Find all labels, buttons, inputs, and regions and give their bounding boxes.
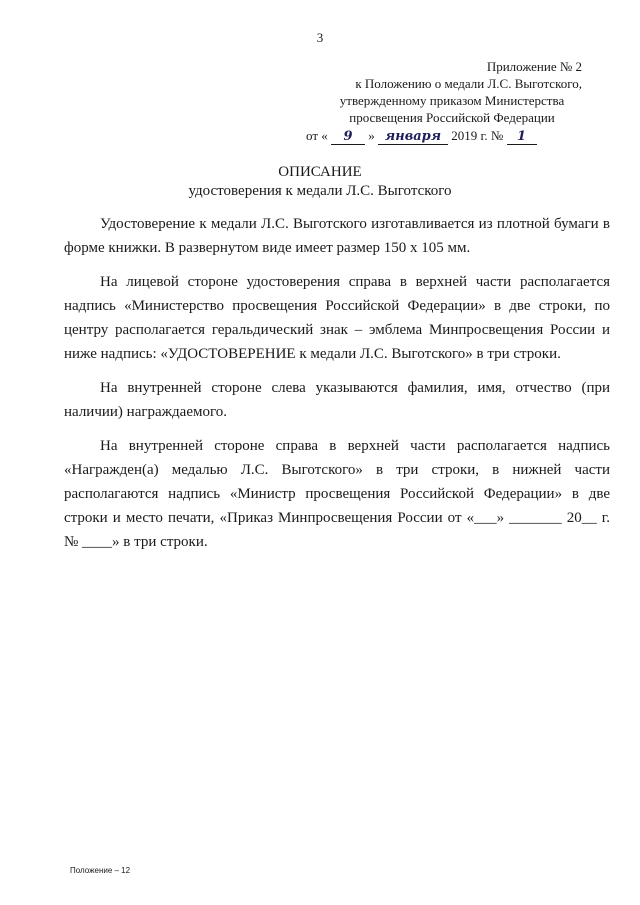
- document-body: [64, 212, 610, 564]
- paragraph: На лицевой стороне удостоверения справа в верхней части располагается надпись «Министерство просвещения Российской Федерации» в две строки, по центру располагается геральдический знак – эмблема Минпросвещения России и ниже надпись: «УДОСТОВЕРЕНИЕ к медали Л.С. Выготского» в три строки.: [64, 274, 610, 362]
- title-subheading: удостоверения к медали Л.С. Выготского: [188, 183, 452, 199]
- date-prefix: от «: [306, 128, 328, 143]
- handwritten-order-number: 1: [507, 130, 537, 145]
- appendix-date-line: [292, 127, 582, 145]
- appendix-approval: утвержденному приказом Министерства: [339, 93, 565, 108]
- paragraph: Удостоверение к медали Л.С. Выготского изготавливается из плотной бумаги в форме книжки. В развернутом виде имеет размер 150 х 105 мм.: [64, 216, 610, 256]
- paragraph: На внутренней стороне справа в верхней части располагается надпись «Награжден(а) медалью Л.С. Выготского» в три строки, в нижней части располагаются надпись «Министр просвещения Российской Федерации» в две строки и место печати, «Приказ Минпросвещения России от «___» _______ 20__ г. № ____» в три строки.: [64, 438, 610, 550]
- handwritten-month: января: [378, 130, 448, 145]
- year-text: 2019 г. №: [451, 128, 504, 143]
- page-footer: Положение – 12: [70, 866, 131, 875]
- document-title: [0, 163, 640, 201]
- appendix-reference: к Положению о медали Л.С. Выготского,: [355, 76, 582, 91]
- appendix-title: Приложение № 2: [486, 59, 582, 74]
- handwritten-day: 9: [331, 130, 365, 145]
- date-mid: »: [368, 128, 375, 143]
- appendix-ministry: просвещения Российской Федерации: [349, 110, 555, 125]
- paragraph: На внутренней стороне слева указываются фамилия, имя, отчество (при наличии) награждаемого.: [64, 380, 610, 420]
- page-number: 3: [316, 30, 324, 45]
- appendix-header: [292, 58, 582, 145]
- title-heading: ОПИСАНИЕ: [278, 164, 362, 180]
